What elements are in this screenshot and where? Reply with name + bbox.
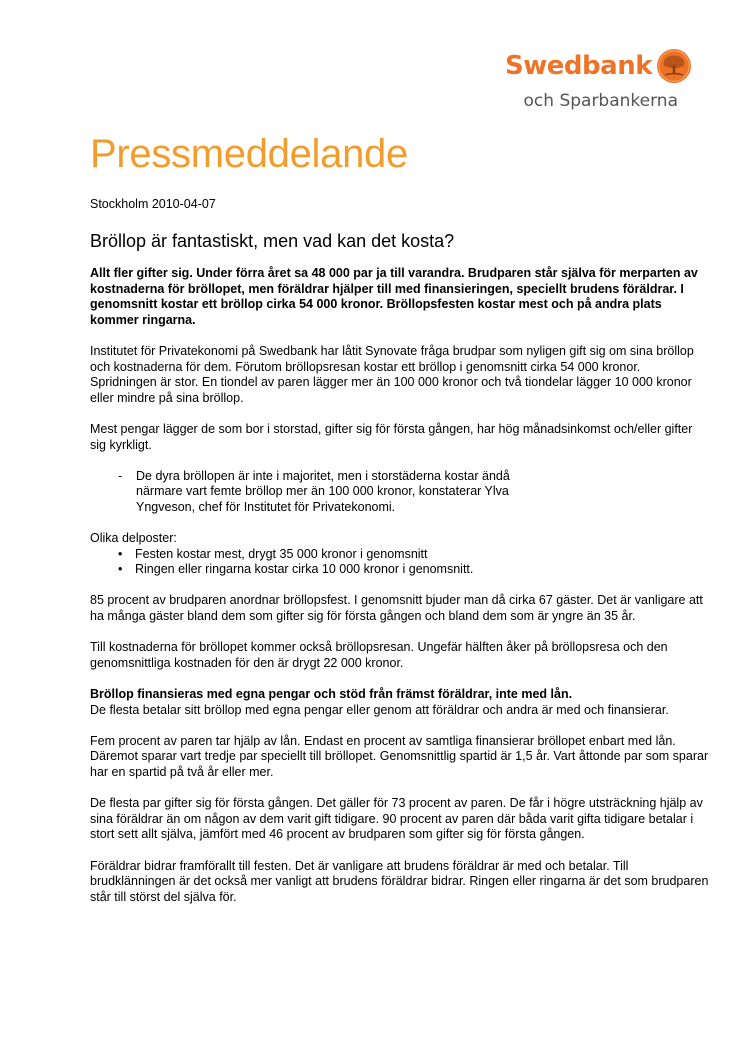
paragraph: Fem procent av paren tar hjälp av lån. Endast en procent av samtliga finansierar bröllopet enbart med lån. Däremot sparar vart tredje par speciellt till bröllopet. Genomsnittlig spartid är 1,5 år. Vart åttonde par som sparar har en spartid på två år eller mer. bbox=[90, 733, 709, 779]
quote-text: De dyra bröllopen är inte i majoritet, men i storstäderna kostar ändå närmare vart femte bröllop mer än 100 000 kronor, konstaterar Ylva Yngveson, chef för Institutet för Privatekonomi. bbox=[136, 468, 510, 514]
paragraph: Till kostnaderna för bröllopet kommer också bröllopsresan. Ungefär hälften åker på bröllopsresa och den genomsnittliga kostnaden för den är drygt 22 000 kronor. bbox=[90, 640, 668, 670]
subheading: Bröllop finansieras med egna pengar och stöd från främst föräldrar, inte med lån. bbox=[90, 687, 573, 702]
paragraph: De flesta betalar sitt bröllop med egna pengar eller genom att föräldrar och andra är med och finansierar. bbox=[90, 702, 669, 717]
quote-dash: - bbox=[118, 468, 123, 483]
lead-paragraph: Allt fler gifter sig. Under förra året sa 48 000 par ja till varandra. Brudparen står själva för merparten av kostnaderna för bröllopet, men föräldrar hjälper till med finansieringen, speciellt brudens föräldrar. I genomsnitt kostar ett bröllop cirka 54 000 kronor. Bröllopsfesten kostar mest och på andra plats kommer ringarna. bbox=[90, 266, 698, 327]
dateline: Stockholm 2010-04-07 bbox=[90, 197, 216, 211]
list-intro: Olika delposter: bbox=[90, 531, 177, 546]
headline: Bröllop är fantastiskt, men vad kan det kosta? bbox=[90, 231, 455, 251]
paragraph: Institutet för Privatekonomi på Swedbank har låtit Synovate fråga brudpar som nyligen gift sig om sina bröllop och kostnaderna för dem. Förutom bröllopsresan kostar ett bröllop i genomsnitt cirka 54 000 kronor. Spridningen är stor. En tiondel av paren lägger mer än 100 000 kronor och två tiondelar lägger 10 000 kronor eller mindre på sina bröllop. bbox=[90, 343, 694, 405]
list-item-text: Festen kostar mest, drygt 35 000 kronor i genomsnitt bbox=[135, 546, 428, 561]
list-item-text: Ringen eller ringarna kostar cirka 10 000 kronor i genomsnitt. bbox=[135, 562, 474, 577]
quote-block bbox=[90, 469, 710, 516]
bullet-icon: • bbox=[118, 562, 123, 577]
press-release bbox=[90, 130, 710, 905]
list-item bbox=[118, 562, 710, 578]
brand-row bbox=[505, 48, 692, 84]
paragraph: Föräldrar bidrar framförallt till festen. Det är vanligare att brudens föräldrar är med och betalar. Till brudklänningen är det också mer vanligt att brudens föräldrar bidrar. Ringen eller ringarna är det som brudparen står till störst del själva för. bbox=[90, 858, 709, 904]
list-item bbox=[118, 547, 710, 563]
bullet-icon: • bbox=[118, 546, 123, 561]
brand-name: Swedbank bbox=[505, 51, 652, 81]
cost-list bbox=[90, 547, 710, 578]
paragraph: Mest pengar lägger de som bor i storstad, gifter sig för första gången, har hög månadsinkomst och/eller gifter sig kyrkligt. bbox=[90, 421, 693, 452]
oak-tree-icon bbox=[656, 48, 692, 84]
page-title: Pressmeddelande bbox=[90, 132, 408, 176]
swedbank-logo bbox=[492, 40, 692, 114]
paragraph: 85 procent av brudparen anordnar bröllopsfest. I genomsnitt bjuder man då cirka 67 gäster. Det är vanligare att ha många gäster bland dem som gifter sig för första gången och bland dem som är yngre än 35 år. bbox=[90, 593, 703, 624]
paragraph: De flesta par gifter sig för första gången. Det gäller för 73 procent av paren. De får i högre utsträckning hjälp av sina föräldrar än om någon av dem varit gift tidigare. 90 procent av paren där båda varit gifta tidigare betalar i stort sett allt själva, jämfört med 46 procent av brudparen som gifter sig för första gången. bbox=[90, 796, 703, 842]
brand-subline: och Sparbankerna bbox=[523, 91, 678, 111]
